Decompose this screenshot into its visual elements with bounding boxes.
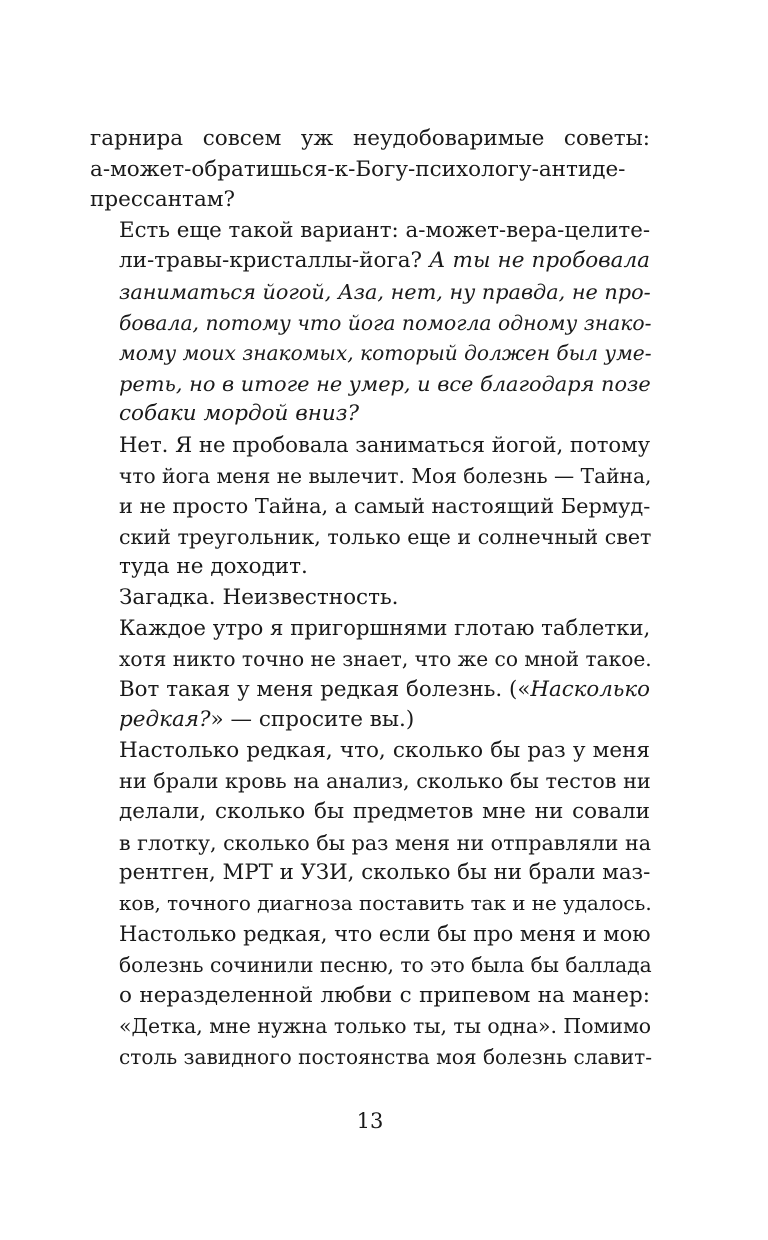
text-line: [90, 369, 650, 400]
text-line: [90, 858, 650, 889]
paragraph: [90, 919, 653, 1072]
text-line: [90, 919, 650, 950]
paragraph: [90, 216, 650, 430]
text-segment: ни брали кровь на анализ, сколько бы тестов ни: [119, 769, 651, 794]
text-line: [90, 461, 650, 492]
text-line: [90, 124, 650, 155]
text-line: [90, 766, 650, 797]
text-line: [90, 1042, 653, 1073]
text-line: [90, 246, 650, 277]
page-number: 13: [356, 1109, 384, 1133]
text-line: [90, 950, 650, 981]
text-segment: ли-травы-кристаллы-йога?: [119, 248, 430, 274]
italic-text: заниматься йогой, Аза, нет, ну правда, не про-: [119, 279, 651, 304]
text-line: [90, 552, 650, 583]
italic-text: А ты не пробовала: [429, 248, 650, 274]
text-line: [90, 491, 650, 522]
text-line: [90, 522, 650, 553]
text-line: [90, 583, 650, 614]
text-segment: хотя никто точно не знает, что же со мной такое.: [119, 647, 652, 672]
text-line: [90, 277, 650, 308]
page-body: [90, 124, 653, 1072]
italic-text: бовала, потому что йога помогла одному знако-: [119, 310, 652, 335]
text-line: [90, 216, 650, 247]
text-segment: ков, точного диагноза поставить так и не удалось.: [119, 891, 652, 915]
text-segment: о неразделенной любви с припевом на манер:: [119, 982, 650, 1008]
text-line: [90, 828, 650, 859]
text-line: [90, 338, 650, 369]
text-segment: делали, сколько бы предметов мне ни совали: [119, 799, 650, 825]
text-segment: «Детка, мне нужна только ты, ты одна». Помимо: [119, 1014, 652, 1039]
text-line: [90, 644, 650, 675]
text-segment: рентген, МРТ и УЗИ, сколько бы ни брали маз-: [119, 860, 651, 886]
italic-text: редкая?: [119, 707, 211, 733]
text-line: [90, 155, 650, 186]
text-segment: и не просто Тайна, а самый настоящий Бермуд-: [119, 494, 651, 519]
text-line: [90, 1011, 650, 1042]
italic-text: собаки мордой вниз?: [119, 401, 360, 427]
text-line: [90, 736, 650, 767]
text-segment: Настолько редкая, что, сколько бы раз у меня: [119, 737, 650, 763]
text-line: [90, 399, 650, 430]
paragraph: [90, 430, 650, 583]
text-line: [90, 430, 650, 461]
text-segment: Вот такая у меня редкая болезнь. («: [119, 676, 531, 702]
paragraph: [90, 583, 650, 614]
text-segment: а-может-обратишься-к-Богу-психологу-антиде-: [90, 156, 626, 182]
text-line: [90, 614, 650, 645]
italic-text: Насколько: [530, 676, 650, 702]
text-segment: туда не доходит.: [119, 554, 308, 580]
italic-text: реть, но в итоге не умер, и все благодаря позе: [119, 371, 651, 396]
paragraph: [90, 736, 650, 920]
paragraph: [90, 124, 650, 216]
text-line: [90, 705, 650, 736]
text-segment: Есть еще такой вариант: а-может-вера-целите-: [119, 217, 651, 243]
text-line: [90, 308, 650, 339]
text-segment: Загадка. Неизвестность.: [119, 584, 399, 610]
text-segment: ский треугольник, только еще и солнечный свет: [119, 524, 652, 549]
text-segment: болезнь сочинили песню, то это была бы баллада: [119, 953, 652, 978]
text-line: [90, 797, 650, 828]
text-line: [90, 185, 650, 216]
text-line: [90, 675, 650, 706]
text-segment: гарнира совсем уж неудобоваримые советы:: [90, 126, 650, 151]
text-segment: прессантам?: [90, 187, 236, 213]
text-segment: Каждое утро я пригоршнями глотаю таблетки,: [119, 615, 651, 641]
text-segment: Нет. Я не пробовала заниматься йогой, потому: [119, 431, 651, 457]
text-segment: что йога меня не вылечит. Моя болезнь — Тайна,: [119, 463, 652, 488]
text-segment: Настолько редкая, что если бы про меня и мою: [119, 921, 651, 947]
text-line: [90, 889, 650, 920]
italic-text: мому моих знакомых, который должен был уме-: [119, 341, 652, 366]
paragraph: [90, 614, 650, 736]
text-line: [90, 981, 650, 1012]
text-segment: в глотку, сколько бы раз меня ни отправляли на: [119, 830, 652, 855]
text-segment: столь завидного постоянства моя болезнь славит-: [119, 1044, 653, 1069]
text-segment: » — спросите вы.): [210, 707, 415, 733]
